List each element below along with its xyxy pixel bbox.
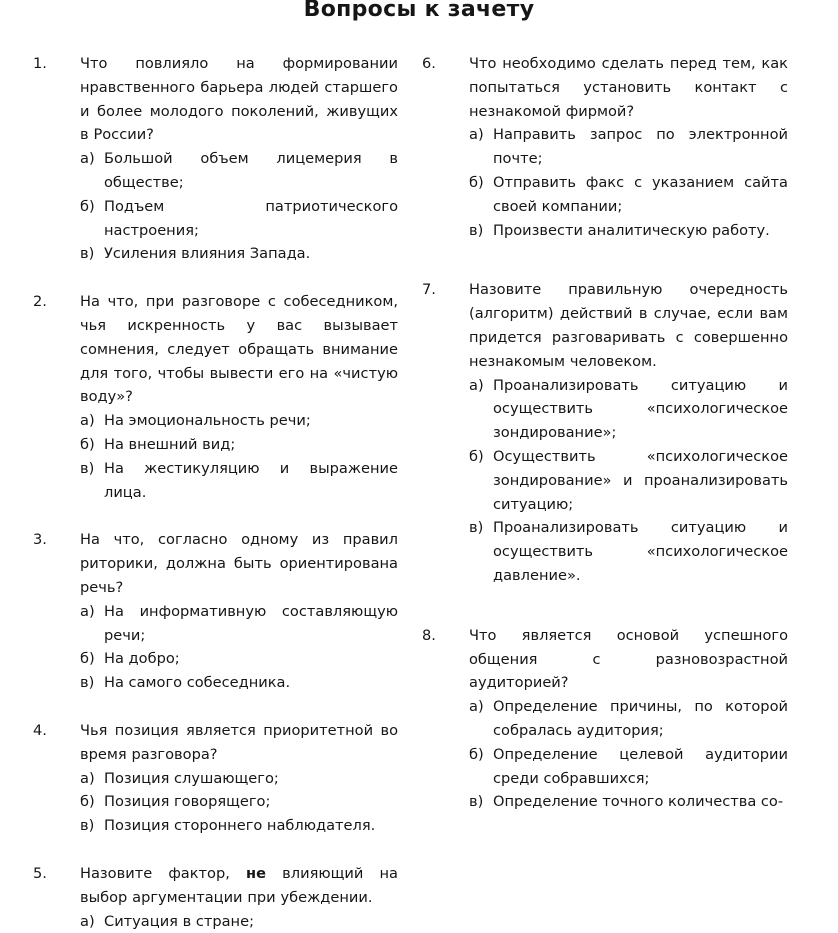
negation-emphasis: не — [246, 865, 266, 882]
question-6 — [418, 52, 838, 242]
question-number: 5. — [33, 862, 47, 886]
answer-option — [469, 516, 788, 587]
option-letter: в) — [469, 516, 483, 540]
option-text: На эмоциональность речи; — [104, 412, 311, 429]
spacer — [0, 266, 420, 290]
question-text-part: влияющий на выбор аргументации при убеждении. — [80, 865, 398, 906]
answer-option — [80, 767, 398, 791]
option-letter: в) — [80, 814, 94, 838]
option-letter: а) — [80, 147, 95, 171]
question-7 — [418, 278, 838, 587]
question-number: 7. — [422, 278, 436, 302]
option-text: Проанализировать ситуацию и осуществить «психологическое зондирование»; — [493, 377, 788, 442]
option-text: Определение целевой аудитории среди собравшихся; — [493, 746, 788, 787]
answer-options — [0, 910, 420, 933]
option-letter: а) — [469, 374, 484, 398]
question-2 — [0, 290, 420, 504]
option-letter: а) — [469, 123, 484, 147]
question-text: Что повлияло на формировании нравственного барьера людей старшего и более молодого поколений, живущих в России? — [80, 52, 398, 147]
option-text: Большой объем лицемерия в обществе; — [104, 150, 398, 191]
answer-option — [80, 600, 398, 648]
answer-option — [80, 647, 398, 671]
answer-options — [418, 123, 838, 242]
option-letter: в) — [469, 790, 483, 814]
option-text: Осуществить «психологическое зондирование» и проанализировать ситуацию; — [493, 448, 788, 513]
question-number: 3. — [33, 528, 47, 552]
spacer — [418, 588, 838, 624]
answer-option — [80, 409, 398, 433]
option-text: На добро; — [104, 650, 180, 667]
option-text: Позиция стороннего наблюдателя. — [104, 817, 375, 834]
answer-option — [469, 695, 788, 743]
option-letter: б) — [469, 171, 484, 195]
answer-options — [0, 409, 420, 504]
question-text: Чья позиция является приоритетной во время разговора? — [80, 719, 398, 767]
option-letter: в) — [469, 219, 483, 243]
option-letter: а) — [80, 409, 95, 433]
answer-option — [80, 910, 398, 933]
question-text: Что необходимо сделать перед тем, как попытаться установить контакт с незнакомой фирмой? — [469, 52, 788, 123]
answer-option — [80, 457, 398, 505]
answer-option — [469, 445, 788, 516]
question-5 — [0, 862, 420, 933]
option-text: Проанализировать ситуацию и осуществить «психологическое давление». — [493, 519, 788, 584]
option-text: Произвести аналитическую работу. — [493, 222, 770, 239]
question-4 — [0, 719, 420, 838]
answer-option — [469, 219, 788, 243]
question-text — [80, 862, 398, 910]
option-text: Позиция говорящего; — [104, 793, 270, 810]
option-text: На внешний вид; — [104, 436, 235, 453]
option-letter: а) — [80, 910, 95, 933]
answer-option — [80, 242, 398, 266]
question-8 — [418, 624, 838, 814]
right-column — [418, 52, 838, 814]
option-text: Подъем патриотического настроения; — [104, 198, 398, 239]
answer-option — [469, 123, 788, 171]
option-text: Ситуация в стране; — [104, 913, 254, 930]
answer-options — [418, 374, 838, 588]
left-column — [0, 52, 420, 933]
option-letter: б) — [80, 195, 95, 219]
option-text: Позиция слушающего; — [104, 770, 279, 787]
option-letter: в) — [80, 671, 94, 695]
option-letter: б) — [80, 790, 95, 814]
answer-option — [469, 790, 788, 814]
spacer — [418, 242, 838, 278]
question-number: 8. — [422, 624, 436, 648]
answer-option — [80, 147, 398, 195]
question-number: 1. — [33, 52, 47, 76]
answer-options — [418, 695, 838, 814]
option-text: На жестикуляцию и выражение лица. — [104, 460, 398, 501]
answer-option — [80, 790, 398, 814]
option-letter: б) — [469, 445, 484, 469]
question-number: 6. — [422, 52, 436, 76]
option-letter: а) — [80, 600, 95, 624]
option-text: На самого собеседника. — [104, 674, 290, 691]
question-text-part: Назовите фактор, — [80, 865, 246, 882]
question-number: 4. — [33, 719, 47, 743]
question-3 — [0, 528, 420, 695]
spacer — [0, 838, 420, 862]
option-letter: б) — [469, 743, 484, 767]
answer-options — [0, 600, 420, 695]
question-text: Что является основой успешного общения с разновозрастной аудиторией? — [469, 624, 788, 695]
answer-option — [469, 374, 788, 445]
option-text: Усиления влияния Запада. — [104, 245, 310, 262]
spacer — [0, 695, 420, 719]
answer-option — [80, 433, 398, 457]
option-letter: а) — [80, 767, 95, 791]
question-number: 2. — [33, 290, 47, 314]
answer-option — [80, 814, 398, 838]
question-text: На что, при разговоре с собеседником, чья искренность у вас вызывает сомнения, следует обращать внимание для того, чтобы вывести его на «чистую воду»? — [80, 290, 398, 409]
option-letter: в) — [80, 457, 94, 481]
option-letter: а) — [469, 695, 484, 719]
option-text: Определение точного количества со- — [493, 793, 783, 810]
answer-option — [469, 171, 788, 219]
question-text: Назовите правильную очередность (алгоритм) действий в случае, если вам придется разговаривать с совершенно незнакомым человеком. — [469, 278, 788, 373]
option-letter: в) — [80, 242, 94, 266]
page-title: Вопросы к зачету — [0, 0, 838, 26]
answer-options — [0, 767, 420, 838]
answer-option — [469, 743, 788, 791]
answer-options — [0, 147, 420, 266]
answer-option — [80, 195, 398, 243]
option-text: На информативную составляющую речи; — [104, 603, 398, 644]
option-text: Отправить факс с указанием сайта своей компании; — [493, 174, 788, 215]
option-letter: б) — [80, 647, 95, 671]
option-letter: б) — [80, 433, 95, 457]
answer-option — [80, 671, 398, 695]
question-1 — [0, 52, 420, 266]
spacer — [0, 504, 420, 528]
option-text: Определение причины, по которой собралась аудитория; — [493, 698, 788, 739]
option-text: Направить запрос по электронной почте; — [493, 126, 788, 167]
question-text: На что, согласно одному из правил риторики, должна быть ориентирована речь? — [80, 528, 398, 599]
